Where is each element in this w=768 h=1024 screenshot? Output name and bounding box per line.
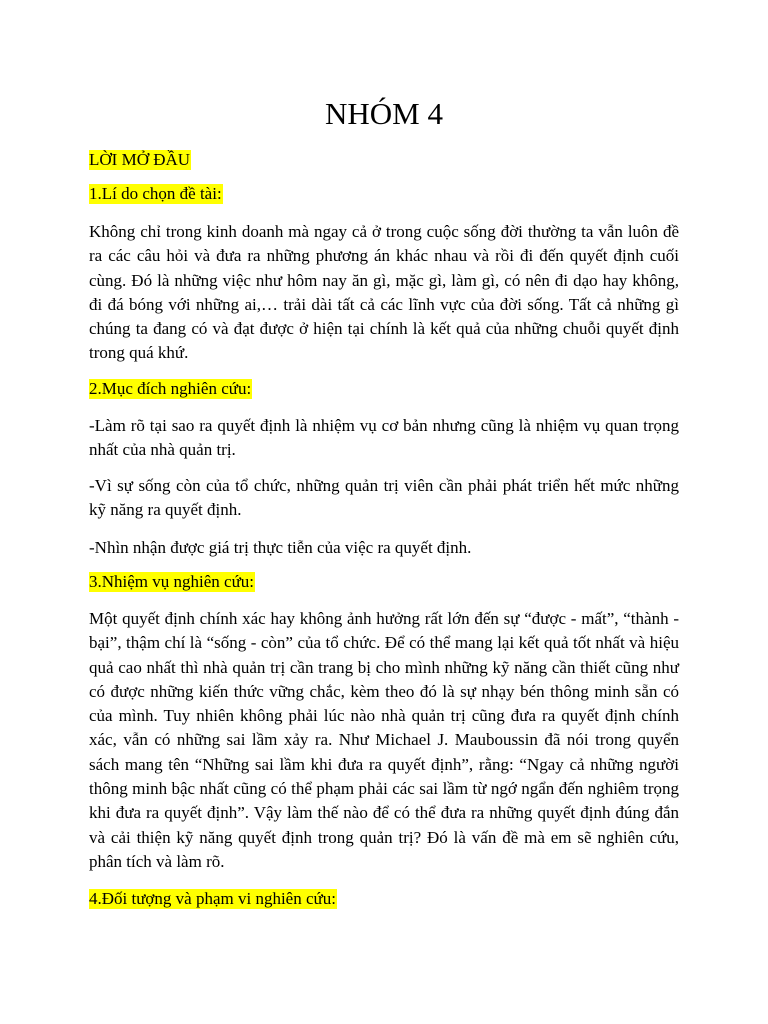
section-2-paragraph-1: -Làm rõ tại sao ra quyết định là nhiệm vụ cơ bản nhưng cũng là nhiệm vụ quan trọng nhất của nhà quản trị. bbox=[89, 416, 679, 460]
document-title: NHÓM 4 bbox=[325, 96, 443, 131]
section-heading-1 bbox=[89, 183, 223, 205]
section-heading-1-text: 1.Lí do chọn đề tài: bbox=[89, 184, 222, 203]
section-3-paragraph: Một quyết định chính xác hay không ảnh hưởng rất lớn đến sự “được - mất”, “thành - bại”, thậm chí là “sống - còn” của tổ chức. Để có thể mang lại kết quả tốt nhất và hiệu quả cao nhất thì nhà quản trị cần trang bị cho mình những kỹ năng cần thiết cũng như có được những kiến thức vững chắc, kèm theo đó là sự nhạy bén thông minh sẵn có của mình. Tuy nhiên không phải lúc nào nhà quản trị cũng đưa ra quyết định chính xác, vẫn có những sai lầm xảy ra. Như Michael J. Mauboussin đã nói trong quyển sách mang tên “Những sai lầm khi đưa ra quyết định”, rằng: “Ngay cả những người thông minh bậc nhất cũng có thể phạm phải các sai lầm từ ngớ ngẩn đến nghiêm trọng khi đưa ra quyết định”. Vậy làm thế nào để có thể đưa ra những quyết định đúng đắn và cải thiện kỹ năng quyết định trong quản trị? Đó là vấn đề mà em sẽ nghiên cứu, phân tích và làm rõ. bbox=[89, 609, 679, 871]
section-heading-4-text: 4.Đối tượng và phạm vi nghiên cứu: bbox=[89, 889, 336, 908]
intro-heading-text: LỜI MỞ ĐẦU bbox=[89, 150, 191, 169]
section-2-paragraph-2: -Vì sự sống còn của tổ chức, những quản trị viên cần phải phát triển hết mức những kỹ năng ra quyết định. bbox=[89, 476, 679, 520]
section-1-paragraph: Không chỉ trong kinh doanh mà ngay cả ở trong cuộc sống đời thường ta vẫn luôn đề ra các câu hỏi và đưa ra những phương án khác nhau và rồi đi đến quyết định cuối cùng. Đó là những việc như hôm nay ăn gì, mặc gì, làm gì, có nên đi dạo hay không, đi đá bóng với những ai,… trải dài tất cả các lĩnh vực của đời sống. Tất cả những gì chúng ta đang có và đạt được ở hiện tại chính là kết quả của những chuỗi quyết định trong quá khứ. bbox=[89, 222, 679, 363]
section-heading-2-text: 2.Mục đích nghiên cứu: bbox=[89, 379, 252, 398]
section-heading-3-text: 3.Nhiệm vụ nghiên cứu: bbox=[89, 572, 255, 591]
intro-heading bbox=[89, 149, 191, 171]
section-heading-2 bbox=[89, 378, 252, 400]
section-heading-4 bbox=[89, 888, 337, 910]
section-2-paragraph-3: -Nhìn nhận được giá trị thực tiễn của việc ra quyết định. bbox=[89, 538, 472, 557]
section-heading-3 bbox=[89, 571, 255, 593]
